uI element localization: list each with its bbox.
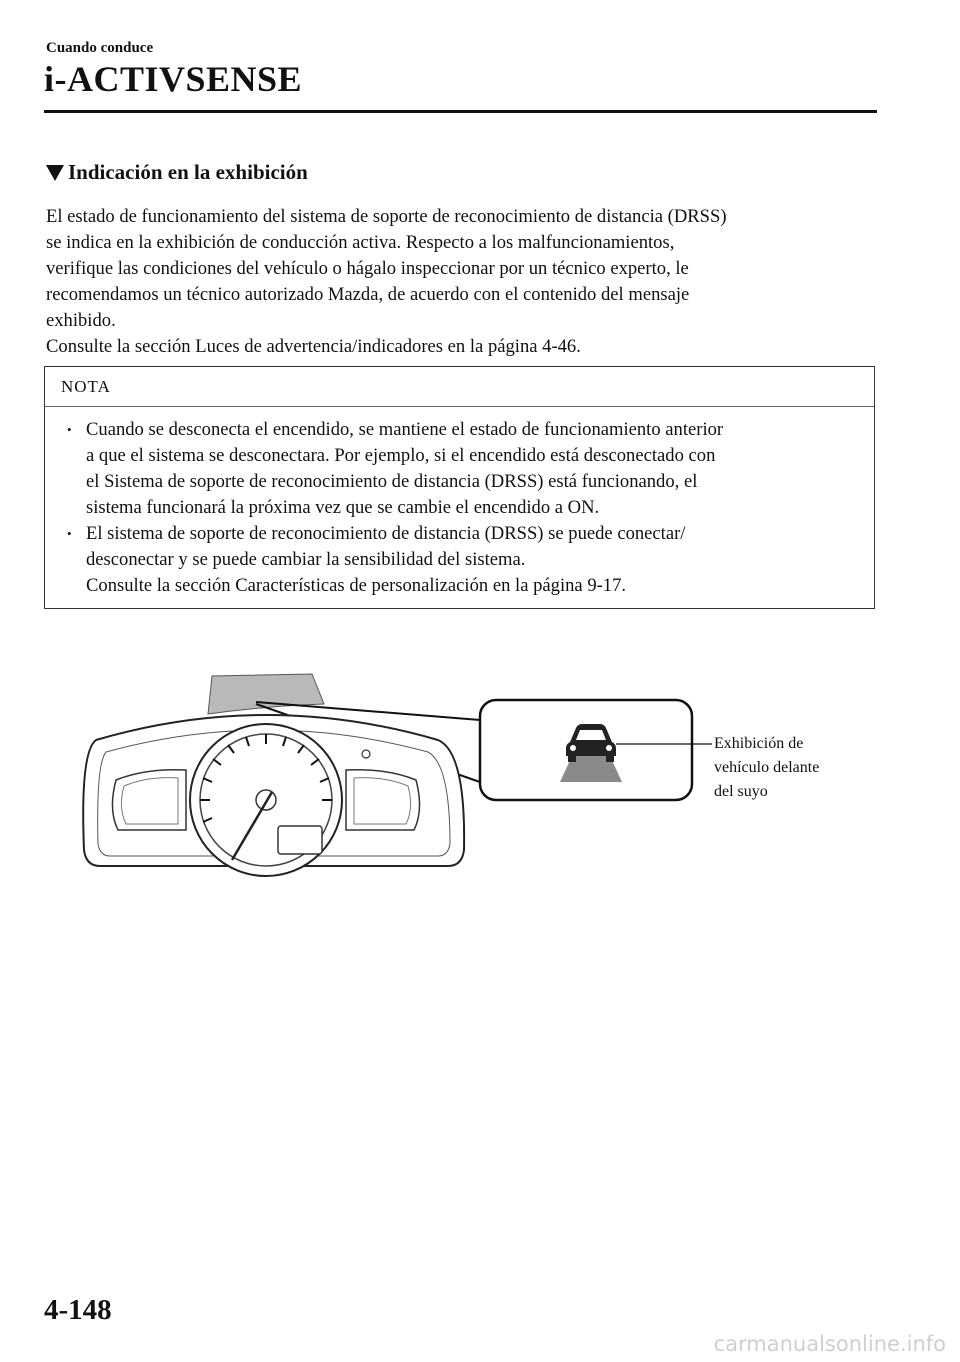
note-line: a que el sistema se desconectara. Por ejemplo, si el encendido está desconectado con <box>86 445 716 466</box>
body-line: Consulte la sección Luces de advertencia/indicadores en la página 4-46. <box>46 336 581 357</box>
body-line: recomendamos un técnico autorizado Mazda, de acuerdo con el contenido del mensaje <box>46 284 690 305</box>
watermark: carmanualsonline.info <box>713 1332 946 1356</box>
header-divider <box>44 110 877 113</box>
note-item <box>45 417 874 521</box>
note-title: NOTA <box>45 367 874 407</box>
triangle-bullet-icon <box>46 165 64 181</box>
body-line: exhibido. <box>46 310 116 331</box>
note-line: Consulte la sección Características de personalización en la página 9-17. <box>86 575 627 596</box>
callout-line: Exhibición de <box>714 735 804 752</box>
note-box <box>44 366 875 609</box>
body-line: verifique las condiciones del vehículo o hágalo inspeccionar por un técnico experto, le <box>46 258 689 279</box>
subheading-text: Indicación en la exhibición <box>68 160 308 184</box>
note-line: desconectar y se puede cambiar la sensibilidad del sistema. <box>86 549 526 570</box>
multi-info-display <box>278 826 322 854</box>
page-number: 4-148 <box>44 1294 112 1326</box>
chapter-title: Cuando conduce <box>46 40 154 56</box>
subheading <box>46 160 308 185</box>
note-item <box>45 521 874 599</box>
callout-line: del suyo <box>714 783 768 800</box>
note-line: sistema funcionará la próxima vez que se cambie el encendido a ON. <box>86 497 600 518</box>
callout-line: vehículo delante <box>714 759 820 776</box>
body-paragraph <box>46 204 886 360</box>
note-list <box>45 407 874 599</box>
indicator-lamp <box>362 750 370 758</box>
body-line: se indica en la exhibición de conducción activa. Respecto a los malfuncionamientos, <box>46 232 675 253</box>
note-line: • El sistema de soporte de reconocimiento de distancia (DRSS) se puede conectar/ <box>86 523 686 544</box>
note-line: • Cuando se desconecta el encendido, se mantiene el estado de funcionamiento anterior <box>86 419 724 440</box>
body-line: El estado de funcionamiento del sistema de soporte de reconocimiento de distancia (DRSS) <box>46 206 727 227</box>
callout-label <box>714 732 819 804</box>
section-title: i-ACTIVSENSE <box>44 59 303 99</box>
note-line: el Sistema de soporte de reconocimiento de distancia (DRSS) está funcionando, el <box>86 471 698 492</box>
